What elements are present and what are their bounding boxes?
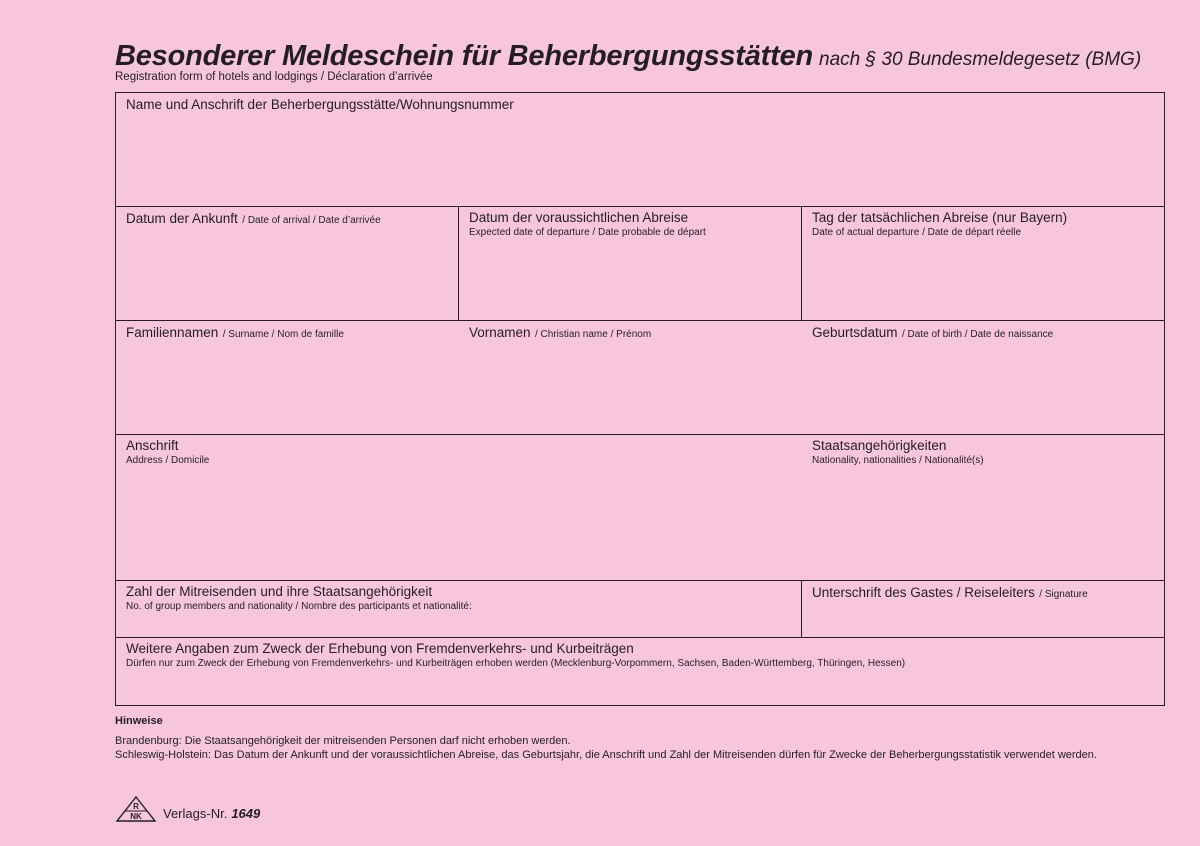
row-divider — [116, 434, 1164, 435]
publisher-number-value: 1649 — [231, 806, 261, 821]
nationality-label: Staatsangehörigkeiten — [812, 438, 947, 453]
first-name-field[interactable] — [469, 324, 799, 430]
nationality-sub: Nationality, nationalities / Nationalité(s) — [812, 455, 984, 466]
address-field[interactable] — [126, 438, 796, 576]
row-divider — [116, 637, 1164, 638]
expected-departure-label: Datum der voraussichtlichen Abreise — [469, 210, 689, 225]
actual-departure-field[interactable] — [812, 210, 1157, 316]
publisher-logo-icon — [116, 796, 156, 822]
signature-field[interactable] — [812, 584, 1157, 634]
column-divider — [801, 580, 802, 637]
signature-sub: / Signature — [1039, 589, 1088, 600]
logo-text-bottom: NK — [130, 812, 142, 821]
publisher-number — [163, 806, 260, 821]
row-divider — [116, 580, 1164, 581]
note-brandenburg: Brandenburg: Die Staatsangehörigkeit der mitreisenden Personen darf nicht erhoben werden. — [115, 735, 571, 747]
companions-field[interactable] — [126, 584, 796, 634]
arrival-date-field[interactable] — [126, 210, 454, 316]
arrival-sub: / Date of arrival / Date d’arrivée — [242, 215, 381, 226]
tourism-label: Weitere Angaben zum Zweck der Erhebung von Fremdenverkehrs- und Kurbeiträgen — [126, 641, 634, 656]
birth-date-field[interactable] — [812, 324, 1157, 430]
surname-field[interactable] — [126, 324, 456, 430]
companions-sub: No. of group members and nationality / Nombre des participants et nationalité: — [126, 601, 472, 612]
publisher-label: Verlags-Nr. — [163, 806, 228, 821]
nationality-field[interactable] — [812, 438, 1157, 576]
column-divider — [801, 206, 802, 320]
title-main: Besonderer Meldeschein für Beherbergungsstätten — [115, 40, 814, 72]
surname-label: Familiennamen — [126, 325, 219, 340]
actual-departure-sub: Date of actual departure / Date de départ réelle — [812, 227, 1022, 238]
establishment-label: Name und Anschrift der Beherbergungsstätte/Wohnungsnummer — [126, 97, 514, 112]
tourism-sub: Dürfen nur zum Zweck der Erhebung von Fremdenverkehrs- und Kurbeiträgen erhoben werden (Mecklenburg-Vorpommern, Sachsen, Baden-Württemberg, Thüringen, Hessen) — [126, 658, 906, 669]
registration-form — [115, 92, 1165, 706]
expected-departure-sub: Expected date of departure / Date probable de départ — [469, 227, 706, 238]
first-name-label: Vornamen — [469, 325, 531, 340]
first-name-sub: / Christian name / Prénom — [535, 329, 652, 340]
address-label: Anschrift — [126, 438, 179, 453]
birth-date-sub: / Date of birth / Date de naissance — [902, 329, 1054, 340]
establishment-field[interactable] — [126, 97, 1156, 203]
signature-label: Unterschrift des Gastes / Reiseleiters — [812, 585, 1035, 600]
birth-date-label: Geburtsdatum — [812, 325, 898, 340]
address-sub: Address / Domicile — [126, 455, 210, 466]
row-divider — [116, 206, 1164, 207]
tourism-tax-field[interactable] — [126, 641, 1156, 701]
title-suffix: nach § 30 Bundesmeldegesetz (BMG) — [819, 49, 1142, 70]
logo-text-top: R — [133, 802, 139, 811]
form-subtitle: Registration form of hotels and lodgings / Déclaration d’arrivée — [115, 71, 433, 83]
row-divider — [116, 320, 1164, 321]
notes-heading: Hinweise — [115, 715, 163, 727]
arrival-label: Datum der Ankunft — [126, 211, 238, 226]
surname-sub: / Surname / Nom de famille — [222, 329, 344, 340]
form-title — [115, 40, 1175, 73]
expected-departure-field[interactable] — [469, 210, 797, 316]
actual-departure-label: Tag der tatsächlichen Abreise (nur Bayern) — [812, 210, 1068, 225]
notes-section — [115, 714, 1166, 762]
note-schleswig-holstein: Schleswig-Holstein: Das Datum der Ankunft und der voraussichtlichen Abreise, das Geburtsjahr, die Anschrift und Zahl der Mitreisenden dürfen für Zwecke der Beherbergungsstatistik verwendet werden. — [115, 749, 1097, 761]
column-divider — [458, 206, 459, 320]
companions-label: Zahl der Mitreisenden und ihre Staatsangehörigkeit — [126, 584, 433, 599]
